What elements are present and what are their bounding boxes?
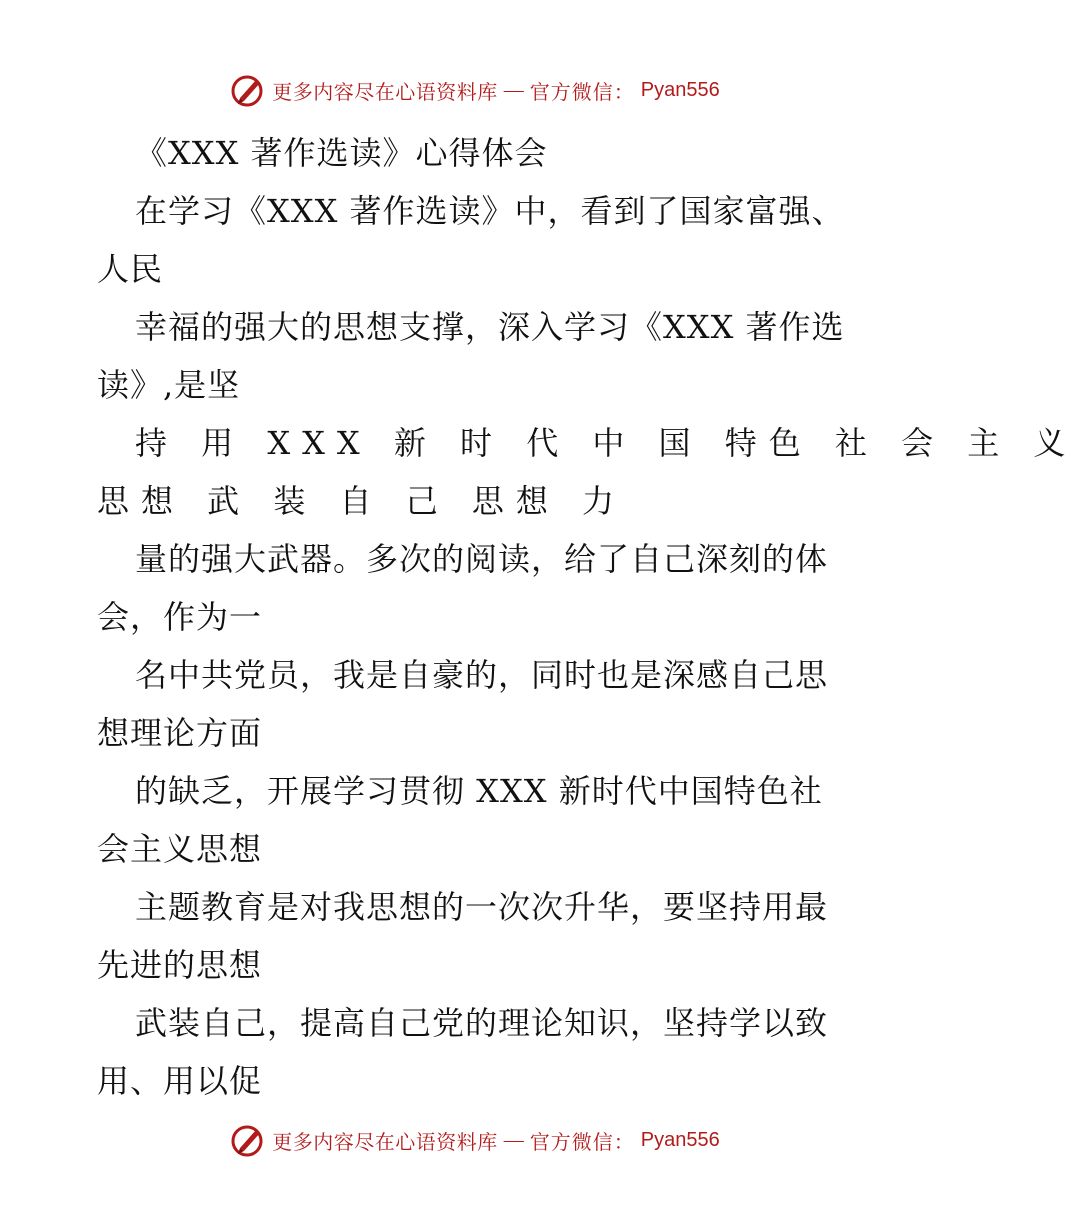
paragraph-line: 持 用 XXX 新 时 代 中 国 特色 社 会 主 义 bbox=[135, 424, 1077, 462]
paragraph-line: 先进的思想 bbox=[97, 946, 263, 984]
paragraph-line: 主题教育是对我思想的一次次升华，要坚持用最 bbox=[135, 888, 829, 926]
paragraph-line: 在学习《XXX 著作选读》中，看到了国家富强、 bbox=[135, 192, 845, 230]
paragraph-line: 量的强大武器。多次的阅读，给了自己深刻的体 bbox=[135, 540, 829, 578]
paragraph-line: 人民 bbox=[97, 250, 164, 288]
pen-logo-icon bbox=[230, 1122, 266, 1158]
paragraph-line: 武装自己，提高自己党的理论知识，坚持学以致 bbox=[135, 1004, 829, 1042]
watermark-separator: — bbox=[503, 1128, 524, 1151]
watermark-separator: — bbox=[503, 78, 524, 101]
paragraph-line: 思想 武 装 自 己 思想 力 bbox=[97, 482, 627, 520]
watermark-label: 官方微信： bbox=[529, 81, 635, 104]
watermark-id: Pyan556 bbox=[640, 1128, 720, 1151]
watermark-id: Pyan556 bbox=[640, 78, 720, 101]
paragraph-line: 会主义思想 bbox=[97, 830, 263, 868]
watermark-header bbox=[0, 70, 950, 110]
paragraph-line: 会，作为一 bbox=[97, 598, 263, 636]
paragraph-line: 幸福的强大的思想支撑，深入学习《XXX 著作选 bbox=[135, 308, 845, 346]
paragraph-line: 想理论方面 bbox=[97, 714, 263, 752]
watermark-footer bbox=[0, 1120, 950, 1160]
watermark-text: 更多内容尽在心语资料库 bbox=[272, 1131, 498, 1154]
watermark-text: 更多内容尽在心语资料库 bbox=[272, 81, 498, 104]
paragraph-line: 名中共党员，我是自豪的，同时也是深感自己思 bbox=[135, 656, 829, 694]
pen-logo-icon bbox=[230, 72, 266, 108]
watermark-label: 官方微信： bbox=[529, 1131, 635, 1154]
paragraph-line: 读》,是坚 bbox=[97, 366, 241, 404]
paragraph-line: 用、用以促 bbox=[97, 1062, 263, 1100]
document-title: 《XXX 著作选读》心得体会 bbox=[135, 134, 548, 172]
paragraph-line: 的缺乏，开展学习贯彻 XXX 新时代中国特色社 bbox=[135, 772, 823, 810]
document-body bbox=[97, 124, 1077, 1110]
